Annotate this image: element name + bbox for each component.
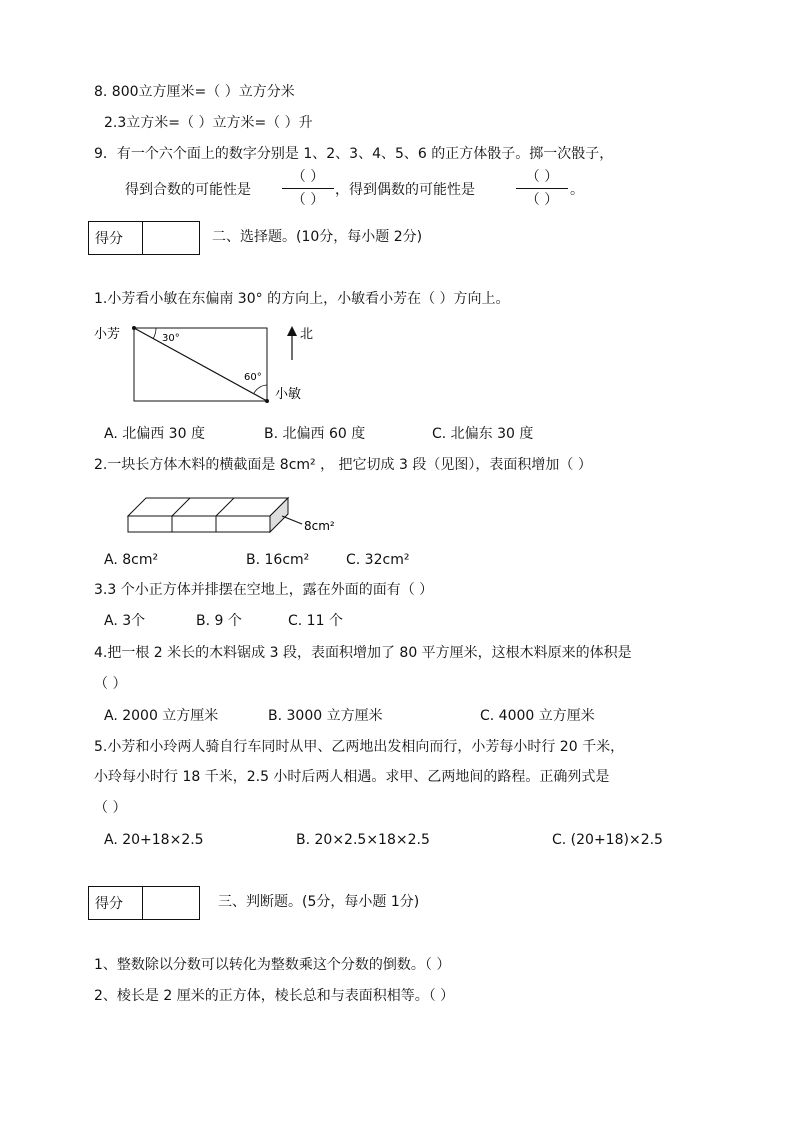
s2q1-option-c: C. 北偏东 30 度 [432, 426, 534, 442]
angle-30: 30° [162, 333, 180, 344]
direction-diagram [90, 318, 330, 410]
s2q3-option-c: C. 11 个 [288, 613, 343, 629]
s2q3-option-b: B. 9 个 [196, 613, 242, 629]
section3-title: 三、判断题。(5分，每小题 1分) [218, 894, 420, 910]
s2q5-option-c: C. (20+18)×2.5 [552, 832, 663, 848]
s2q4-option-b: B. 3000 立方厘米 [268, 708, 383, 724]
label-north: 北 [300, 327, 314, 342]
section2-title: 二、选择题。(10分，每小题 2分) [212, 229, 423, 245]
s3-question-2: 2、棱长是 2 厘米的正方体，棱长总和与表面积相等。（ ） [94, 988, 455, 1004]
s2q2-option-c: C. 32cm² [346, 552, 410, 568]
score-blank[interactable] [143, 887, 199, 919]
q9-part-b: ，得到偶数的可能性是 [335, 182, 475, 198]
q9-fraction-2 [516, 168, 568, 209]
angle-60: 60° [244, 372, 262, 383]
score-label: 得分 [89, 887, 143, 919]
s2q4-option-c: C. 4000 立方厘米 [480, 708, 595, 724]
score-box-section3 [88, 886, 200, 920]
s2q1-option-b: B. 北偏西 60 度 [264, 426, 366, 442]
s2q4-text: 4.把一根 2 米长的木料锯成 3 段，表面积增加了 80 平方厘米，这根木料原来的体积是 [94, 645, 632, 661]
fraction-numerator: （ ） [525, 169, 559, 185]
q9-part-a: 得到合数的可能性是 [125, 182, 251, 198]
q9-fraction-1 [282, 168, 334, 209]
cross-section-label: 8cm² [304, 519, 335, 533]
fraction-numerator: （ ） [291, 169, 325, 185]
q9-end: 。 [570, 182, 584, 198]
s2q3-option-a: A. 3个 [104, 613, 146, 629]
score-blank[interactable] [143, 222, 199, 254]
s2q1-option-a: A. 北偏西 30 度 [104, 426, 205, 442]
s2q3-text: 3.3 个小正方体并排摆在空地上，露在外面的面有（ ） [94, 582, 434, 598]
s2q5-option-b: B. 20×2.5×18×2.5 [296, 832, 430, 848]
q8-line2: 2.3立方米=（ ）立方米=（ ）升 [104, 115, 313, 131]
cuboid-diagram [124, 486, 354, 538]
s3-question-1: 1、整数除以分数可以转化为整数乘这个分数的倒数。（ ） [94, 957, 451, 973]
s2q2-option-a: A. 8cm² [104, 552, 159, 568]
s2q2-option-b: B. 16cm² [246, 552, 310, 568]
fraction-denominator: （ ） [291, 192, 325, 208]
label-xiaofang: 小芳 [94, 327, 121, 342]
s2q1-text: 1.小芳看小敏在东偏南 30° 的方向上，小敏看小芳在（ ）方向上。 [94, 291, 510, 307]
s2q2-text: 2.一块长方体木料的横截面是 8cm² ， 把它切成 3 段（见图），表面积增加（ ） [94, 457, 592, 473]
q9-line1: 9．有一个六个面上的数字分别是 1、2、3、4、5、6 的正方体骰子。掷一次骰子， [94, 146, 614, 162]
s2q5-line1: 5.小芳和小玲两人骑自行车同时从甲、乙两地出发相向而行，小芳每小时行 20 千米， [94, 739, 625, 755]
label-xiaomin: 小敏 [275, 387, 302, 402]
score-box-section2 [88, 221, 200, 255]
s2q5-blank: （ ） [94, 800, 127, 816]
s2q4-option-a: A. 2000 立方厘米 [104, 708, 219, 724]
score-label: 得分 [89, 222, 143, 254]
north-arrow-icon [287, 326, 297, 336]
s2q4-blank: （ ） [94, 676, 127, 692]
q8-line1: 8. 800立方厘米=（ ）立方分米 [94, 84, 295, 100]
fraction-denominator: （ ） [525, 192, 559, 208]
s2q5-option-a: A. 20+18×2.5 [104, 832, 204, 848]
s2q5-line2: 小玲每小时行 18 千米，2.5 小时后两人相遇。求甲、乙两地间的路程。正确列式是 [94, 769, 610, 785]
